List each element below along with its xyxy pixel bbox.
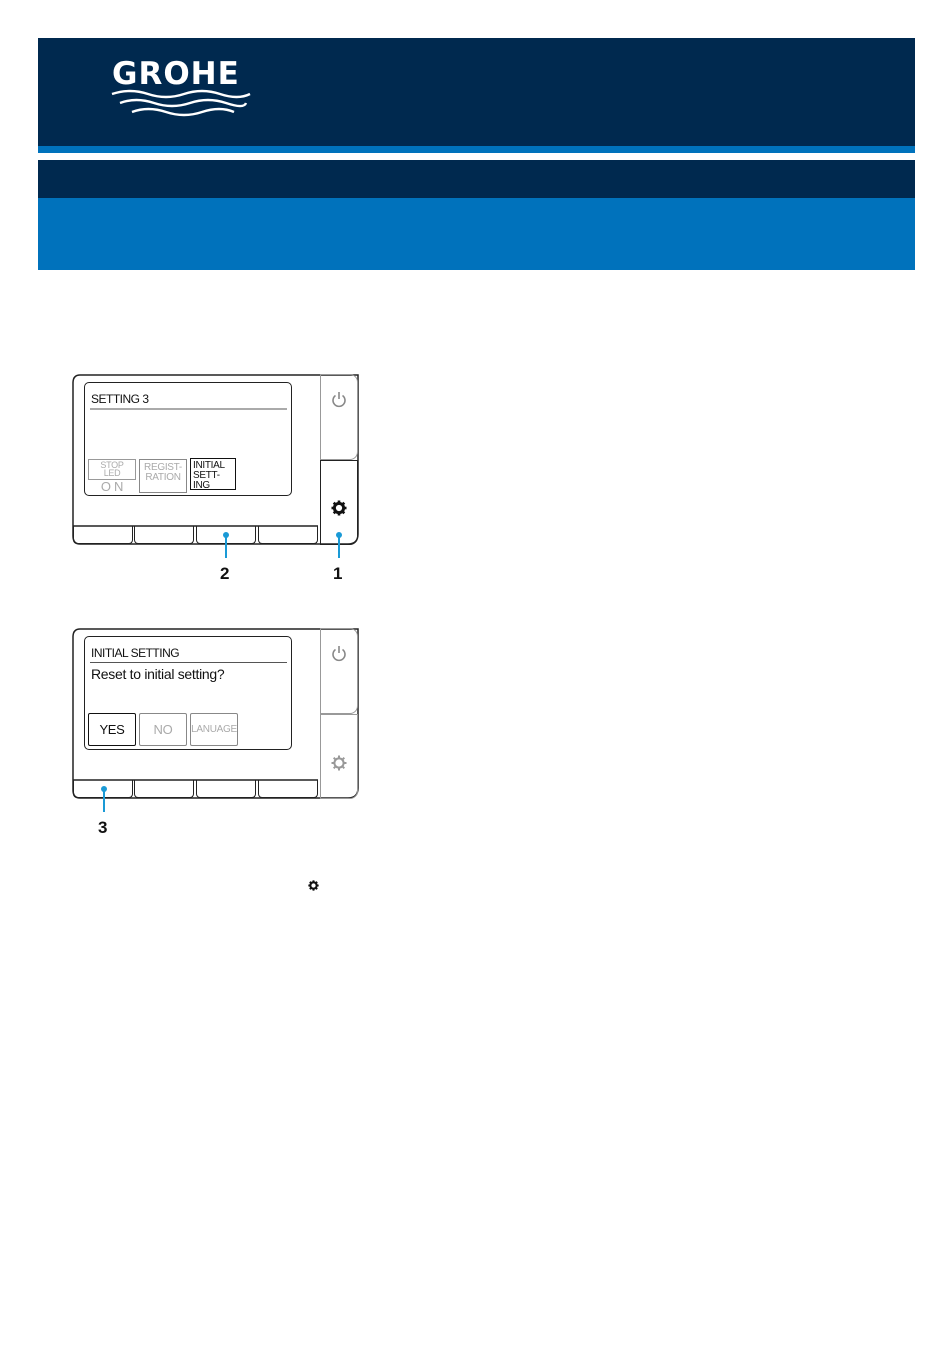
- header-bar: [38, 160, 915, 198]
- gear-icon: [331, 755, 347, 771]
- callout-line: [103, 790, 105, 812]
- softkey-no[interactable]: NO: [139, 713, 187, 746]
- softkey-label: STOP: [100, 460, 124, 470]
- hardware-key-4[interactable]: [258, 526, 318, 544]
- hardware-key-1[interactable]: [73, 526, 133, 544]
- brand-logo-text: GROHE: [112, 56, 240, 92]
- power-icon: [331, 391, 347, 408]
- power-key[interactable]: [320, 374, 358, 460]
- softkey-label: SETT-: [193, 470, 220, 481]
- screen-title: SETTING 3: [91, 392, 149, 406]
- display-screen: [84, 382, 292, 496]
- callout-number: 2: [220, 564, 230, 583]
- hardware-key-3[interactable]: [196, 780, 256, 798]
- device-figure-2: [72, 628, 362, 843]
- softkey-label: LED: [103, 468, 121, 478]
- device-figure-1: [72, 374, 362, 589]
- callout-number: 3: [98, 818, 108, 837]
- screen-message: Reset to initial setting?: [91, 666, 225, 682]
- header-band: [38, 198, 915, 270]
- softkey-label: ING: [193, 480, 210, 491]
- hardware-key-2[interactable]: [134, 526, 194, 544]
- screen-divider: [90, 662, 287, 663]
- callout-number: 1: [333, 564, 343, 583]
- hardware-key-2[interactable]: [134, 780, 194, 798]
- brand-logo-waves: [110, 88, 252, 120]
- power-icon: [331, 645, 347, 662]
- gear-icon: [331, 500, 347, 516]
- header-stripe: [38, 146, 915, 153]
- callout-line: [225, 536, 227, 558]
- hardware-key-4[interactable]: [258, 780, 318, 798]
- softkey-stop-led[interactable]: [88, 459, 136, 494]
- softkey-label: REGIST-: [144, 462, 182, 473]
- screen-divider: [90, 408, 287, 410]
- softkey-initial-setting[interactable]: [190, 458, 236, 490]
- softkey-yes[interactable]: YES: [88, 713, 136, 746]
- screen-title: INITIAL SETTING: [91, 646, 180, 660]
- softkey-language[interactable]: LANUAGE: [190, 713, 238, 746]
- softkey-state: O N: [100, 479, 124, 494]
- softkey-label: INITIAL: [193, 460, 225, 471]
- callout-line: [338, 536, 340, 558]
- settings-key[interactable]: [320, 714, 358, 799]
- display-screen: [84, 636, 292, 750]
- gear-icon: [308, 880, 319, 891]
- softkey-label: RATION: [145, 472, 181, 483]
- power-key[interactable]: [320, 628, 358, 714]
- softkey-registration[interactable]: [139, 459, 187, 493]
